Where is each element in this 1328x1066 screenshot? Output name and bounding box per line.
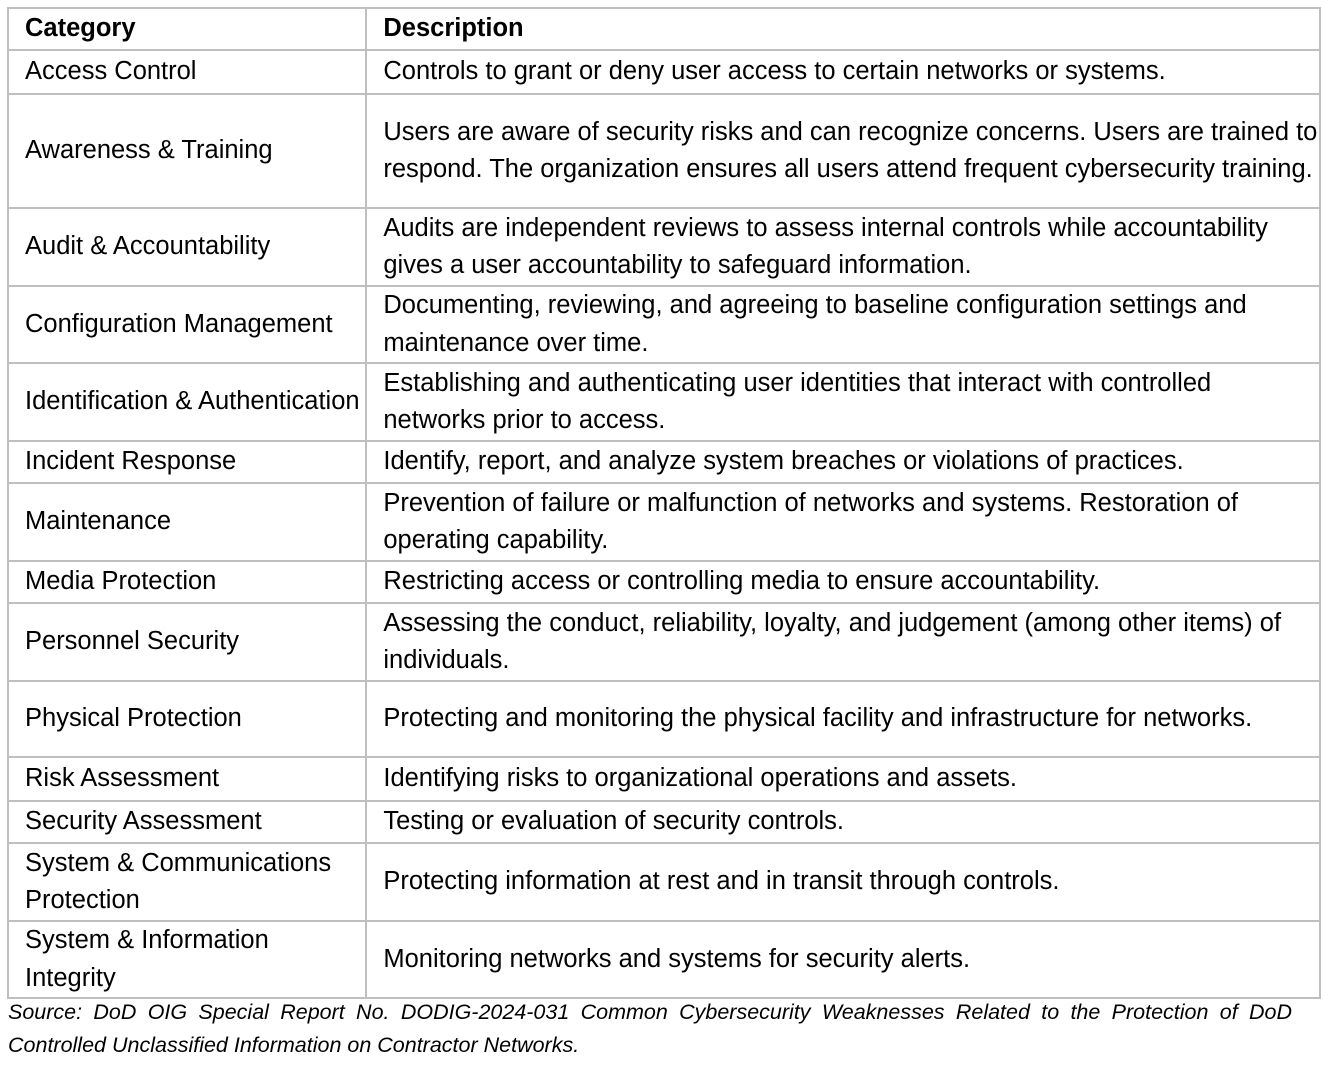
description-cell: Documenting, reviewing, and agreeing to baseline configuration settings and maintenance over time. xyxy=(366,286,1320,363)
category-cell: Audit & Accountability xyxy=(8,208,366,286)
category-cell: Configuration Management xyxy=(8,286,366,363)
category-cell: Personnel Security xyxy=(8,603,366,681)
description-cell: Controls to grant or deny user access to certain networks or systems. xyxy=(366,50,1320,94)
table-row xyxy=(8,441,1320,483)
table-header-row xyxy=(8,8,1320,50)
description-cell: Protecting information at rest and in transit through controls. xyxy=(366,843,1320,921)
description-cell: Protecting and monitoring the physical facility and infrastructure for networks. xyxy=(366,681,1320,757)
column-header-description: Description xyxy=(366,8,1320,50)
column-header-category: Category xyxy=(8,8,366,50)
table-row xyxy=(8,208,1320,286)
description-cell: Users are aware of security risks and can recognize concerns. Users are trained to respond. The organization ensures all users attend frequent cybersecurity training. xyxy=(366,94,1320,208)
description-cell: Monitoring networks and systems for security alerts. xyxy=(366,921,1320,998)
description-cell: Identify, report, and analyze system breaches or violations of practices. xyxy=(366,441,1320,483)
table-row xyxy=(8,483,1320,561)
category-cell: Awareness & Training xyxy=(8,94,366,208)
table-row xyxy=(8,921,1320,998)
description-cell: Prevention of failure or malfunction of networks and systems. Restoration of operating capability. xyxy=(366,483,1320,561)
table-row xyxy=(8,561,1320,603)
table-row xyxy=(8,94,1320,208)
category-cell: Access Control xyxy=(8,50,366,94)
table-row xyxy=(8,363,1320,441)
table-row xyxy=(8,843,1320,921)
table-row xyxy=(8,50,1320,94)
category-cell: Maintenance xyxy=(8,483,366,561)
description-cell: Identifying risks to organizational operations and assets. xyxy=(366,757,1320,801)
cybersecurity-categories-table xyxy=(7,7,1321,999)
description-cell: Assessing the conduct, reliability, loyalty, and judgement (among other items) of individuals. xyxy=(366,603,1320,681)
table-row xyxy=(8,801,1320,843)
description-cell: Testing or evaluation of security controls. xyxy=(366,801,1320,843)
table-row xyxy=(8,286,1320,363)
description-cell: Establishing and authenticating user identities that interact with controlled networks prior to access. xyxy=(366,363,1320,441)
category-cell: Risk Assessment xyxy=(8,757,366,801)
table-body xyxy=(8,50,1320,998)
category-cell: Media Protection xyxy=(8,561,366,603)
description-cell: Audits are independent reviews to assess internal controls while accountability gives a user accountability to safeguard information. xyxy=(366,208,1320,286)
description-cell: Restricting access or controlling media to ensure accountability. xyxy=(366,561,1320,603)
table-row xyxy=(8,681,1320,757)
category-cell: System & Communications Protection xyxy=(8,843,366,921)
category-cell: System & Information Integrity xyxy=(8,921,366,998)
table-row xyxy=(8,757,1320,801)
category-cell: Incident Response xyxy=(8,441,366,483)
category-cell: Security Assessment xyxy=(8,801,366,843)
source-caption: Source: DoD OIG Special Report No. DODIG-2024-031 Common Cybersecurity Weaknesses Related to the Protection of DoD Controlled Unclassified Information on Contractor Networks. xyxy=(8,1000,1292,1057)
category-cell: Physical Protection xyxy=(8,681,366,757)
table-row xyxy=(8,603,1320,681)
category-cell: Identification & Authentication xyxy=(8,363,366,441)
